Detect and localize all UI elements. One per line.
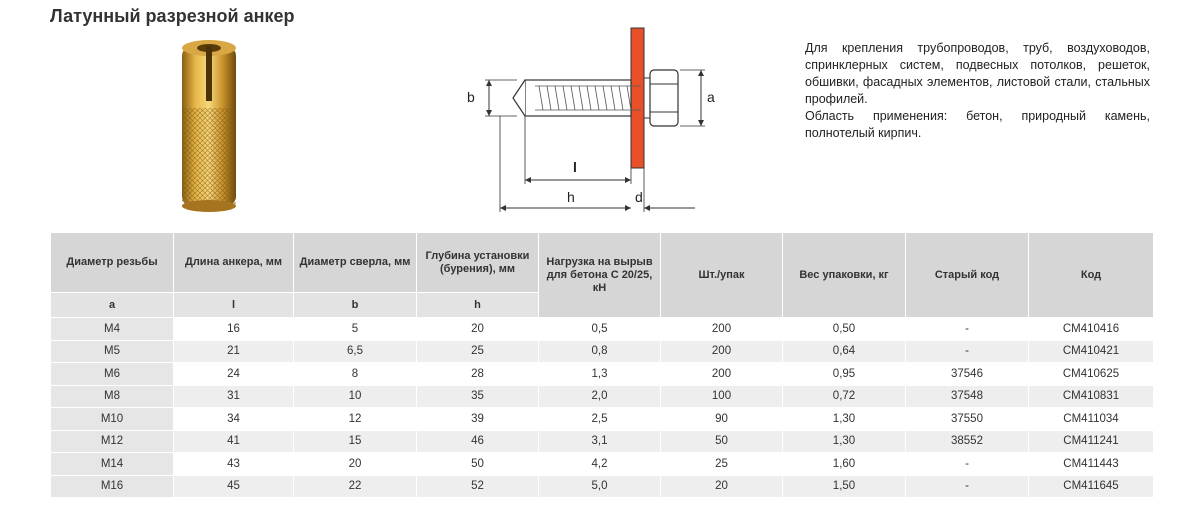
table-row <box>51 318 1154 341</box>
table-cell: 20 <box>294 453 417 476</box>
table-cell: 52 <box>417 475 539 498</box>
table-cell: CM411241 <box>1029 430 1154 453</box>
table-cell: 2,0 <box>539 385 661 408</box>
table-cell: 46 <box>417 430 539 453</box>
table-cell: 0,72 <box>783 385 906 408</box>
table-cell: CM410831 <box>1029 385 1154 408</box>
table-cell: CM410416 <box>1029 318 1154 341</box>
table-cell: 3,1 <box>539 430 661 453</box>
description-usage: Для крепления трубопроводов, труб, воздуховодов, спринклерных систем, подвесных потолков, решеток, обшивки, фасадных элементов, листовой стали, стальных профилей. <box>805 41 1150 106</box>
table-cell: - <box>906 340 1029 363</box>
table-cell: 50 <box>661 430 783 453</box>
page-title: Латунный разрезной анкер <box>50 6 295 26</box>
table-cell: 25 <box>417 340 539 363</box>
table-cell: 20 <box>661 475 783 498</box>
header-pack-weight: Вес упаковки, кг <box>783 233 906 318</box>
table-cell: 0,5 <box>539 318 661 341</box>
table-cell: - <box>906 475 1029 498</box>
table-cell: 37550 <box>906 408 1029 431</box>
header-code: Код <box>1029 233 1154 318</box>
table-cell: CM411034 <box>1029 408 1154 431</box>
header-anchor-length: Длина анкера, мм <box>174 233 294 293</box>
table-cell: 200 <box>661 318 783 341</box>
table-cell: 15 <box>294 430 417 453</box>
table-cell: 38552 <box>906 430 1029 453</box>
table-cell: 31 <box>174 385 294 408</box>
table-cell: 35 <box>417 385 539 408</box>
table-cell: 43 <box>174 453 294 476</box>
header-install-depth: Глубина установки (бурения), мм <box>417 233 539 293</box>
hex-nut <box>650 70 678 126</box>
brass-anchor-image <box>170 38 248 213</box>
table-cell: 0,64 <box>783 340 906 363</box>
table-cell: 21 <box>174 340 294 363</box>
table-cell: 37548 <box>906 385 1029 408</box>
table-cell: 50 <box>417 453 539 476</box>
table-cell: - <box>906 318 1029 341</box>
table-cell: 0,8 <box>539 340 661 363</box>
subheader-l: l <box>174 293 294 318</box>
table-cell: 45 <box>174 475 294 498</box>
header-old-code: Старый код <box>906 233 1029 318</box>
table-row <box>51 340 1154 363</box>
table-row <box>51 385 1154 408</box>
table-cell: 4,2 <box>539 453 661 476</box>
table-cell: 1,30 <box>783 408 906 431</box>
table-cell: 5,0 <box>539 475 661 498</box>
mounted-plate <box>631 28 644 168</box>
table-cell: 0,50 <box>783 318 906 341</box>
table-row <box>51 363 1154 386</box>
header-thread-diameter: Диаметр резьбы <box>51 233 174 293</box>
header-pcs-per-pack: Шт./упак <box>661 233 783 318</box>
table-cell: 1,3 <box>539 363 661 386</box>
table-cell: CM410421 <box>1029 340 1154 363</box>
header-pullout-load: Нагрузка на вырыв для бетона С 20/25, кН <box>539 233 661 318</box>
table-cell: 16 <box>174 318 294 341</box>
table-cell: 25 <box>661 453 783 476</box>
table-cell: 90 <box>661 408 783 431</box>
dim-b-label: b <box>467 89 475 105</box>
table-row <box>51 430 1154 453</box>
table-cell: 39 <box>417 408 539 431</box>
table-cell: 1,60 <box>783 453 906 476</box>
table-cell: 20 <box>417 318 539 341</box>
table-cell: 6,5 <box>294 340 417 363</box>
table-row <box>51 408 1154 431</box>
table-cell: CM411645 <box>1029 475 1154 498</box>
table-cell: M8 <box>51 385 174 408</box>
specification-rows <box>51 318 1154 498</box>
table-cell: M5 <box>51 340 174 363</box>
table-cell: 12 <box>294 408 417 431</box>
table-cell: 1,30 <box>783 430 906 453</box>
subheader-a: a <box>51 293 174 318</box>
table-cell: M10 <box>51 408 174 431</box>
table-cell: 0,95 <box>783 363 906 386</box>
dim-h-label: h <box>567 189 575 205</box>
subheader-h: h <box>417 293 539 318</box>
dim-a-label: a <box>707 89 715 105</box>
table-cell: 22 <box>294 475 417 498</box>
table-cell: CM410625 <box>1029 363 1154 386</box>
table-cell: 200 <box>661 363 783 386</box>
washer <box>644 78 650 118</box>
table-cell: M12 <box>51 430 174 453</box>
table-cell: 24 <box>174 363 294 386</box>
dim-l-label: l <box>573 159 577 175</box>
table-row <box>51 475 1154 498</box>
table-cell: 5 <box>294 318 417 341</box>
subheader-b: b <box>294 293 417 318</box>
table-cell: M6 <box>51 363 174 386</box>
anchor-installation-diagram <box>455 22 715 222</box>
table-cell: M4 <box>51 318 174 341</box>
description-application: Область применения: бетон, природный камень, полнотелый кирпич. <box>805 109 1150 140</box>
header-drill-diameter: Диаметр сверла, мм <box>294 233 417 293</box>
table-cell: 1,50 <box>783 475 906 498</box>
table-cell: - <box>906 453 1029 476</box>
table-cell: CM411443 <box>1029 453 1154 476</box>
table-row <box>51 453 1154 476</box>
table-cell: 2,5 <box>539 408 661 431</box>
table-cell: 34 <box>174 408 294 431</box>
specification-table <box>50 232 1154 498</box>
table-cell: 28 <box>417 363 539 386</box>
table-cell: 200 <box>661 340 783 363</box>
table-cell: 10 <box>294 385 417 408</box>
table-cell: 8 <box>294 363 417 386</box>
table-cell: 37546 <box>906 363 1029 386</box>
dim-d-label: d <box>635 189 643 205</box>
table-cell: M16 <box>51 475 174 498</box>
table-cell: 41 <box>174 430 294 453</box>
product-description <box>805 40 1150 142</box>
table-cell: M14 <box>51 453 174 476</box>
table-cell: 100 <box>661 385 783 408</box>
